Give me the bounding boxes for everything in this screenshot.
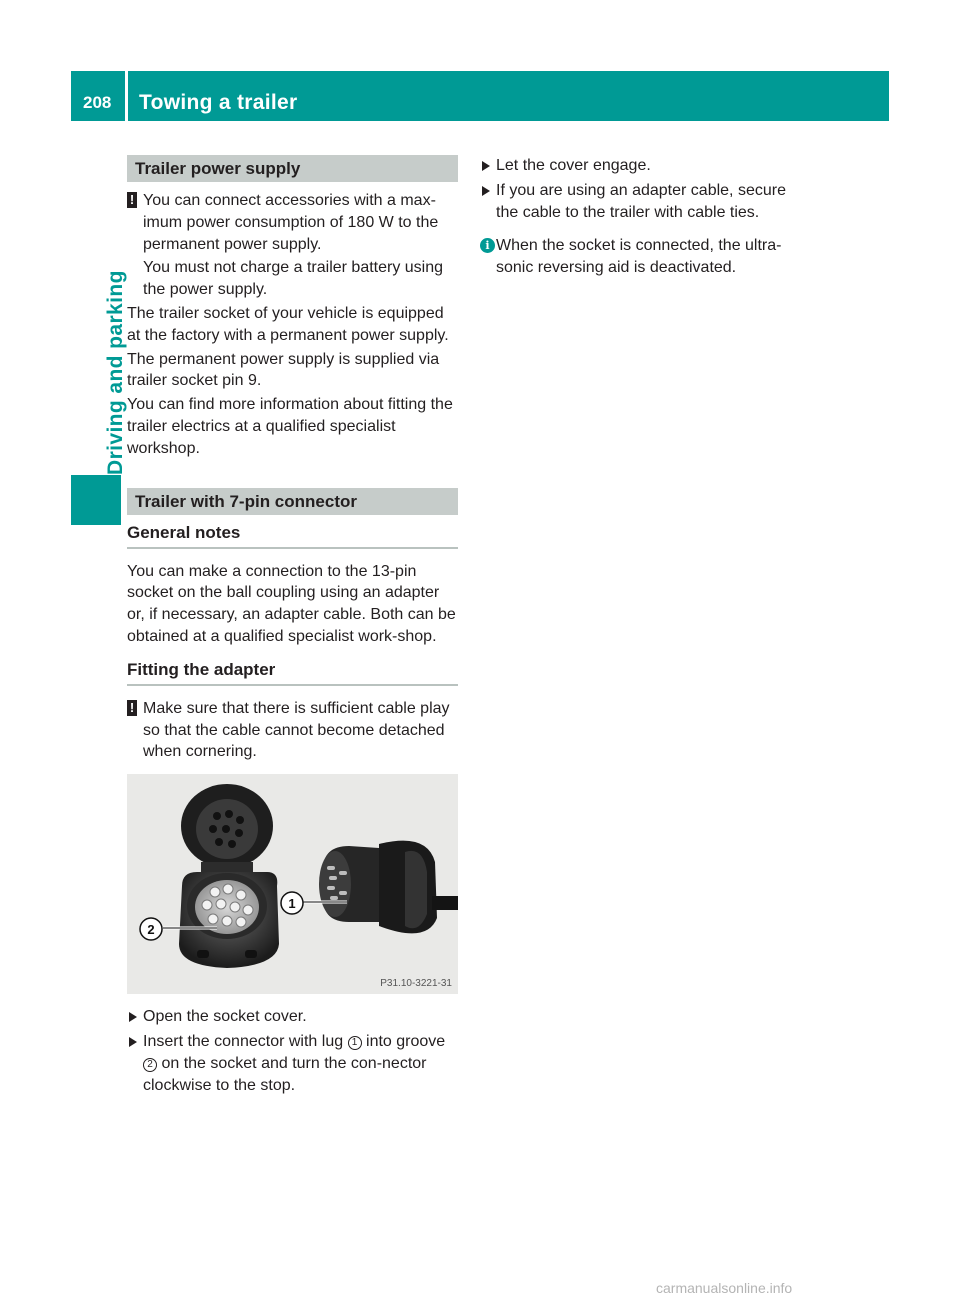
header-divider [125,71,128,121]
warning-notice [127,190,458,255]
warning-continuation: You must not charge a trailer battery using the power supply. [143,259,444,299]
info-text: When the socket is connected, the ultra-sonic reversing aid is deactivated. [496,237,782,277]
instruction-step [480,180,811,224]
side-section-text: Driving and parking [104,270,127,475]
body-paragraph: You can find more information about fitting the trailer electrics at a qualified specialist workshop. [127,396,453,457]
subheading-general-notes: General notes [127,523,458,549]
warning-text: Make sure that there is sufficient cable play so that the cable cannot become detached when cornering. [143,699,450,761]
inline-callout-2: 2 [143,1058,157,1072]
adapter-cable [432,896,458,910]
callout-1-label: 1 [288,896,296,912]
step-arrow-icon [129,1037,137,1047]
side-tab-marker [71,475,121,525]
instruction-step [127,1031,458,1096]
section-heading-seven-pin: Trailer with 7-pin connector [127,488,458,515]
footer-watermark: carmanualsonline.info [656,1280,793,1296]
instruction-step [127,1006,458,1028]
adapter-illustration [127,774,458,994]
body-paragraph: The trailer socket of your vehicle is equipped at the factory with a permanent power supply. [127,304,449,344]
page-number: 208 [83,93,112,112]
adapter-photo [127,774,458,994]
body-paragraph: You can make a connection to the 13-pin socket on the ball coupling using an adapter or, if necessary, an adapter cable. Both can be obtained at a qualified specialist work-shop. [127,562,456,645]
inline-callout-1: 1 [348,1036,362,1050]
subheading-fitting-adapter: Fitting the adapter [127,660,458,686]
warning-icon: ! [127,192,137,208]
side-section-label [71,140,127,475]
section-heading-trailer-power-supply: Trailer power supply [127,155,458,182]
page-header [71,71,889,121]
info-note [480,235,811,279]
left-column [127,155,458,1099]
right-column [480,155,811,279]
step-arrow-icon [482,186,490,196]
image-code: P31.10-3221-31 [380,978,452,990]
step-text: Let the cover engage. [496,157,651,174]
step-text: If you are using an adapter cable, secure the cable to the trailer with cable ties. [496,181,786,221]
step-text: Open the socket cover. [143,1008,307,1026]
instruction-step [480,155,811,177]
step-text: into groove [361,1032,446,1050]
callout-2-label: 2 [147,922,155,938]
step-arrow-icon [129,1012,137,1022]
step-text: on the socket and turn the con-nector clockwise to the stop. [143,1054,427,1094]
warning-notice [127,698,458,763]
step-text: Insert the connector with lug [143,1032,348,1050]
chapter-title: Towing a trailer [139,91,298,114]
warning-text: You can connect accessories with a max-imum power consumption of 180 W to the permanent power supply. [143,192,439,253]
warning-icon: ! [127,700,137,716]
body-paragraph: The permanent power supply is supplied via trailer socket pin 9. [127,350,440,390]
info-icon: i [480,238,495,253]
step-arrow-icon [482,161,490,171]
